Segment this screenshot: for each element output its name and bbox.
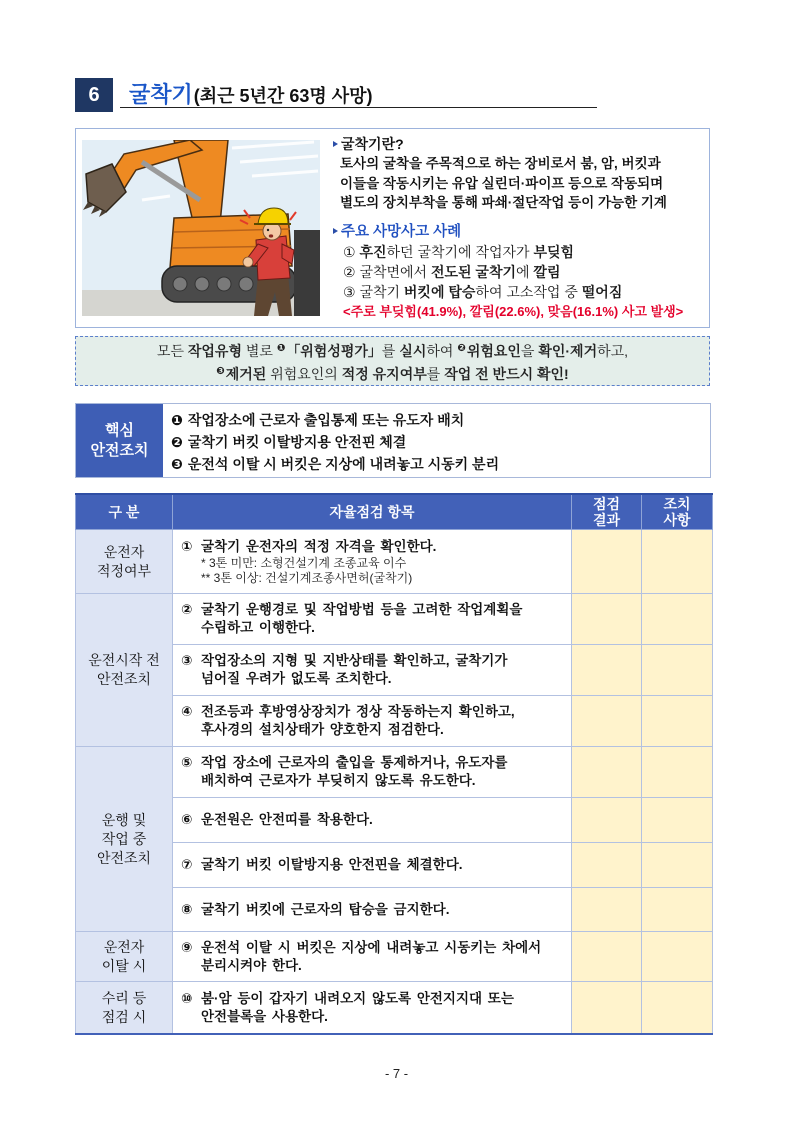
item-text-line: 분리시켜야 한다. bbox=[201, 957, 302, 973]
item-text-line: 굴착기 운행경로 및 작업방법 등을 고려한 작업계획을 bbox=[201, 602, 523, 617]
check-result-cell bbox=[572, 747, 642, 798]
core-item: ❸ 운전석 이탈 시 버킷은 지상에 내려놓고 시동키 분리 bbox=[171, 456, 500, 472]
item-text-line: 운전석 이탈 시 버킷은 지상에 내려놓고 시동키는 차에서 bbox=[201, 939, 542, 955]
item-text-line: 운전원은 안전띠를 착용한다. bbox=[201, 812, 373, 827]
title-subtitle: (최근 5년간 63명 사망) bbox=[193, 86, 373, 106]
item-text-line: 넘어질 우려가 없도록 조치한다. bbox=[201, 671, 392, 686]
action-taken-cell bbox=[642, 530, 713, 594]
check-result-cell bbox=[572, 932, 642, 982]
table-header-row bbox=[76, 494, 713, 530]
item-text-line: 붐·암 등이 갑자기 내려오지 않도록 안전지지대 또는 bbox=[201, 990, 514, 1006]
table-row bbox=[76, 747, 713, 798]
item-text-line: 굴착기 운전자의 적정 자격을 확인한다. bbox=[201, 538, 437, 554]
table-row bbox=[76, 932, 713, 982]
item-text-line: 전조등과 후방영상장치가 정상 작동하는지 확인하고, bbox=[201, 704, 515, 719]
category-label-line: 운행 및 bbox=[101, 811, 147, 828]
cases-heading: 주요 사망사고 사례 bbox=[341, 224, 462, 240]
category-cell bbox=[76, 594, 173, 747]
item-text-line: 굴착기 버킷 이탈방지용 안전핀을 체결한다. bbox=[201, 857, 463, 872]
check-item bbox=[173, 798, 572, 843]
notice-line-1: 모든 작업유형 별로 $^❶$「위험성평가」를 실시하여 $^❷$위험요인을 확인·제거하고, bbox=[156, 343, 629, 359]
action-taken-cell bbox=[642, 798, 713, 843]
core-items bbox=[171, 409, 499, 475]
check-item bbox=[173, 932, 572, 982]
action-taken-cell bbox=[642, 747, 713, 798]
item-number: ⑦ bbox=[181, 857, 193, 872]
category-label-line: 안전조치 bbox=[96, 849, 152, 866]
check-item bbox=[173, 843, 572, 888]
core-item-marker: ❶ bbox=[171, 412, 183, 428]
check-result-cell bbox=[572, 798, 642, 843]
accident-summary: <주로 부딪힘(41.9%), 깔림(22.6%), 맞음(16.1%) 사고 발생> bbox=[343, 304, 684, 319]
item-text-line: 배치하여 근로자가 부딪히지 않도록 유도한다. bbox=[201, 773, 476, 788]
category-cell bbox=[76, 932, 173, 982]
definition-line: 이들을 작동시키는 유압 실린더·파이프 등으로 작동되며 bbox=[340, 175, 664, 191]
definition-line: 토사의 굴착을 주목적으로 하는 장비로서 붐, 암, 버킷과 bbox=[340, 156, 661, 171]
item-text-line: 안전블록을 사용한다. bbox=[201, 1008, 328, 1024]
check-item bbox=[173, 696, 572, 747]
check-result-cell bbox=[572, 645, 642, 696]
table-row bbox=[76, 530, 713, 594]
intro-box bbox=[75, 128, 710, 328]
item-text-line: 굴착기 버킷에 근로자의 탑승을 금지한다. bbox=[201, 901, 450, 917]
item-number: ⑨ bbox=[181, 939, 193, 955]
notice-line-2: $^❸$제거된 위험요인의 적정 유지여부를 작업 전 반드시 확인! bbox=[216, 366, 569, 382]
check-item bbox=[173, 982, 572, 1035]
section-number: 6 bbox=[75, 78, 113, 112]
header-category: 구 분 bbox=[76, 494, 173, 530]
item-number: ⑧ bbox=[181, 901, 193, 917]
case-item: ③ 굴착기 버킷에 탑승하여 고소작업 중 떨어짐 bbox=[343, 284, 623, 300]
core-item-marker: ❸ bbox=[171, 456, 183, 472]
check-result-cell bbox=[572, 888, 642, 932]
item-number: ⑩ bbox=[181, 990, 193, 1006]
core-item: ❶ 작업장소에 근로자 출입통제 또는 유도자 배치 bbox=[171, 412, 465, 428]
item-number: ⑤ bbox=[181, 755, 193, 770]
category-cell bbox=[76, 530, 173, 594]
check-result-cell bbox=[572, 843, 642, 888]
check-result-cell bbox=[572, 696, 642, 747]
category-label-line: 운전시작 전 bbox=[88, 652, 160, 668]
item-number: ⑥ bbox=[181, 812, 193, 827]
definition-line: 별도의 장치부착을 통해 파쇄·절단작업 등이 가능한 기계 bbox=[340, 195, 667, 210]
excavator-accident-illustration bbox=[82, 140, 320, 316]
category-label-line: 적정여부 bbox=[96, 562, 152, 579]
wall bbox=[294, 230, 320, 316]
risk-assessment-notice bbox=[75, 336, 710, 386]
title-underline bbox=[120, 107, 597, 108]
item-note: * 3톤 미만: 소형건설기계 조종교육 이수 bbox=[201, 555, 407, 570]
fatal-cases-section bbox=[333, 222, 683, 322]
case-item: ① 후진하던 굴착기에 작업자가 부딪힘 bbox=[343, 244, 575, 260]
item-number: ② bbox=[181, 602, 193, 617]
definition-section bbox=[333, 135, 667, 213]
action-taken-cell bbox=[642, 982, 713, 1035]
category-cell bbox=[76, 982, 173, 1035]
action-taken-cell bbox=[642, 932, 713, 982]
category-cell bbox=[76, 747, 173, 932]
item-text-line: 후사경의 설치상태가 양호한지 점검한다. bbox=[201, 722, 444, 737]
category-label-line: 안전조치 bbox=[96, 671, 152, 687]
check-item bbox=[173, 645, 572, 696]
item-text-line: 수립하고 이행한다. bbox=[201, 620, 315, 635]
item-note: ** 3톤 이상: 건설기계조종사면허(굴착기) bbox=[201, 570, 413, 585]
check-result-cell bbox=[572, 982, 642, 1035]
check-result-cell bbox=[572, 530, 642, 594]
check-item bbox=[173, 594, 572, 645]
item-number: ③ bbox=[181, 653, 193, 668]
definition-heading: 굴착기란? bbox=[341, 136, 404, 152]
category-label-line: 수리 등 bbox=[101, 989, 147, 1006]
category-label-line: 작업 중 bbox=[101, 830, 147, 847]
action-taken-cell bbox=[642, 645, 713, 696]
title-main: 굴착기 bbox=[129, 82, 193, 107]
check-item bbox=[173, 530, 572, 594]
category-label-line: 운전자 bbox=[103, 543, 145, 560]
check-result-cell bbox=[572, 594, 642, 645]
item-text-line: 작업장소의 지형 및 지반상태를 확인하고, 굴착기가 bbox=[201, 653, 508, 668]
core-item: ❷ 굴착기 버킷 이탈방지용 안전핀 체결 bbox=[171, 434, 407, 450]
core-item-marker: ❷ bbox=[171, 434, 183, 450]
category-label-line: 운전자 bbox=[103, 938, 145, 955]
core-label: 핵심 안전조치 bbox=[76, 404, 163, 477]
action-taken-cell bbox=[642, 594, 713, 645]
action-taken-cell bbox=[642, 888, 713, 932]
section-title bbox=[129, 80, 373, 110]
page-number: - 7 - bbox=[384, 1066, 409, 1081]
triangle-bullet-icon bbox=[333, 141, 338, 147]
header-result: 점검 결과 bbox=[572, 494, 642, 530]
item-text-line: 작업 장소에 근로자의 출입을 통제하거나, 유도자를 bbox=[201, 755, 508, 770]
header-action: 조치 사항 bbox=[642, 494, 713, 530]
self-inspection-table bbox=[75, 493, 713, 1035]
header-item: 자율점검 항목 bbox=[173, 494, 572, 530]
action-taken-cell bbox=[642, 696, 713, 747]
core-safety-measures bbox=[75, 403, 711, 478]
table-row bbox=[76, 594, 713, 645]
check-item bbox=[173, 888, 572, 932]
triangle-bullet-icon bbox=[333, 228, 338, 234]
check-item bbox=[173, 747, 572, 798]
table-row bbox=[76, 982, 713, 1035]
case-item: ② 굴착면에서 전도된 굴착기에 깔림 bbox=[343, 264, 561, 280]
item-number: ① bbox=[181, 538, 193, 554]
category-label-line: 이탈 시 bbox=[101, 957, 147, 974]
item-number: ④ bbox=[181, 704, 193, 719]
action-taken-cell bbox=[642, 843, 713, 888]
category-label-line: 점검 시 bbox=[101, 1008, 147, 1025]
